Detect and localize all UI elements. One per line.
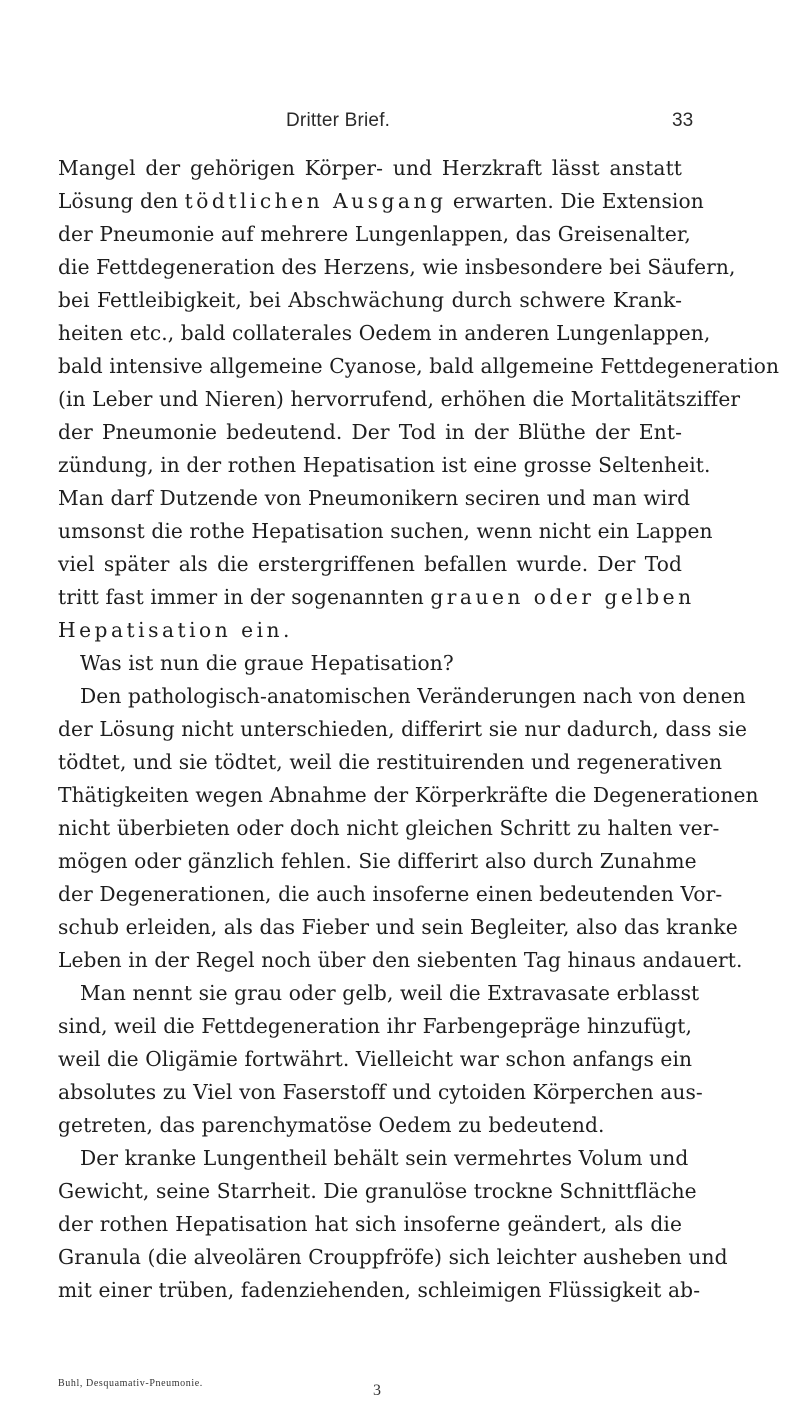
text-line: sind, weil die Fettdegeneration ihr Farbengepräge hinzufügt, <box>58 1014 692 1038</box>
text-line: der Pneumonie auf mehrere Lungenlappen, das Greisenalter, <box>58 222 691 246</box>
text-line: (in Leber und Nieren) hervorrufend, erhöhen die Mortalitätsziffer <box>58 387 741 411</box>
body-text <box>58 152 780 1307</box>
chapter-title: Dritter Brief. <box>286 110 391 131</box>
text-line: Man nennt sie grau oder gelb, weil die Extravasate erblasst <box>80 981 700 1005</box>
emphasized-text: Hepatisation ein <box>58 618 284 642</box>
printer-signature: Buhl, Desquamativ-Pneumonie. <box>58 1378 203 1389</box>
text-line: der Degenerationen, die auch insoferne einen bedeutenden Vor- <box>58 882 723 906</box>
text-line: Den pathologisch-anatomischen Veränderungen nach von denen <box>80 684 746 708</box>
running-head <box>0 110 800 140</box>
page-footer <box>58 1378 682 1398</box>
text-line: tödtet, und sie tödtet, weil die restituirenden und regenerativen <box>58 750 723 774</box>
text-line: absolutes zu Viel von Faserstoff und cytoiden Körperchen aus- <box>58 1080 703 1104</box>
text-line: Leben in der Regel noch über den siebenten Tag hinaus andauert. <box>58 948 743 972</box>
text-line: nicht überbieten oder doch nicht gleichen Schritt zu halten ver- <box>58 816 720 840</box>
text-line: Thätigkeiten wegen Abnahme der Körperkräfte die Degenerationen <box>58 783 759 807</box>
text-line: der Pneumonie bedeutend. Der Tod in der Blüthe der Ent- <box>58 420 682 444</box>
text-line: heiten etc., bald collaterales Oedem in anderen Lungenlappen, <box>58 321 711 345</box>
text-line: Was ist nun die graue Hepatisation? <box>80 651 454 675</box>
text-line: bei Fettleibigkeit, bei Abschwächung durch schwere Krank- <box>58 288 682 312</box>
text-line: der Lösung nicht unterschieden, differirt sie nur dadurch, dass sie <box>58 717 748 741</box>
text-line: weil die Oligämie fortwährt. Vielleicht war schon anfangs ein <box>58 1047 693 1071</box>
text-line: viel später als die erstergriffenen befallen wurde. Der Tod <box>58 552 682 576</box>
text-line: Hepatisation ein. <box>58 618 290 642</box>
text-line: bald intensive allgemeine Cyanose, bald allgemeine Fettdegeneration <box>58 354 780 378</box>
sheet-number: 3 <box>373 1382 381 1399</box>
text-line: Mangel der gehörigen Körper- und Herzkraft lässt anstatt <box>58 156 682 180</box>
text-line: mit einer trüben, fadenziehenden, schleimigen Flüssigkeit ab- <box>58 1278 701 1302</box>
text-line: Gewicht, seine Starrheit. Die granulöse trockne Schnittfläche <box>58 1179 697 1203</box>
text-line: die Fettdegeneration des Herzens, wie insbesondere bei Säufern, <box>58 255 736 279</box>
text-line: Der kranke Lungentheil behält sein vermehrtes Volum und <box>80 1146 689 1170</box>
text-line: mögen oder gänzlich fehlen. Sie differirt also durch Zunahme <box>58 849 697 873</box>
emphasized-text: tödtlichen Ausgang <box>184 189 447 213</box>
emphasized-text: grauen oder gelben <box>430 585 695 609</box>
text-line: Man darf Dutzende von Pneumonikern seciren und man wird <box>58 486 691 510</box>
text-line: der rothen Hepatisation hat sich insoferne geändert, als die <box>58 1212 682 1236</box>
text-line: Granula (die alveolären Crouppfröfe) sich leichter ausheben und <box>58 1245 728 1269</box>
text-line: Lösung den tödtlichen Ausgang erwarten. Die Extension <box>58 189 704 213</box>
text-line: zündung, in der rothen Hepatisation ist eine grosse Seltenheit. <box>58 453 711 477</box>
text-line: umsonst die rothe Hepatisation suchen, wenn nicht ein Lappen <box>58 519 713 543</box>
text-line: schub erleiden, als das Fieber und sein Begleiter, also das kranke <box>58 915 738 939</box>
text-line: tritt fast immer in der sogenannten grauen oder gelben <box>58 585 695 609</box>
page-number: 33 <box>672 110 694 131</box>
text-line: getreten, das parenchymatöse Oedem zu bedeutend. <box>58 1113 605 1137</box>
